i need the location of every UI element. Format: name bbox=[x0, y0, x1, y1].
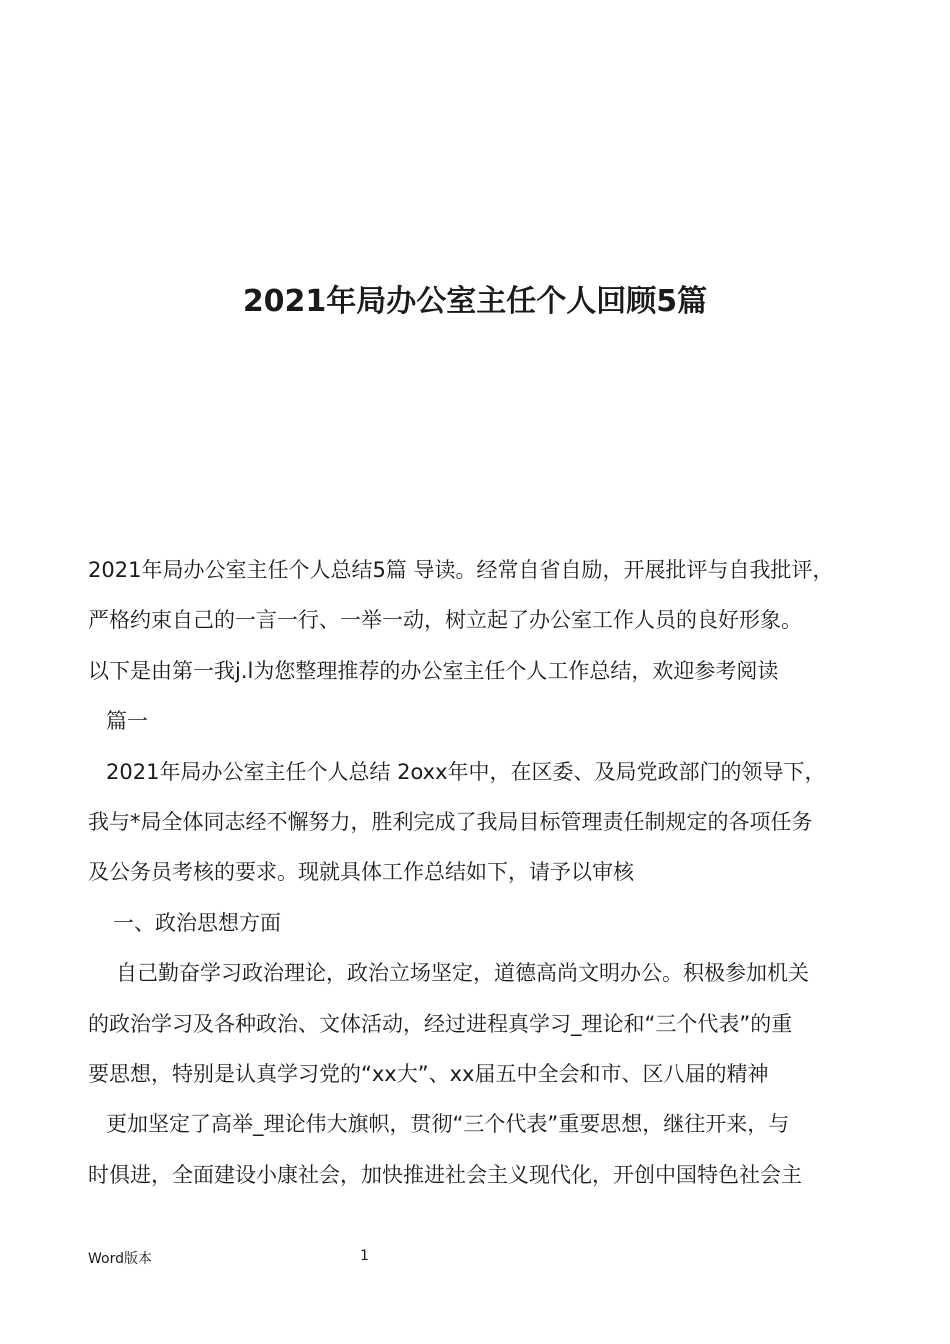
paragraph-line: 严格约束自己的一言一行、一举一动，树立起了办公室工作人员的良好形象。 bbox=[88, 608, 802, 633]
footer-label: Word版本 bbox=[88, 1251, 152, 1267]
paragraph-line: 要思想，特别是认真学习党的“xx大”、xx届五中全会和市、区八届的精神 bbox=[88, 1061, 769, 1086]
page-number: 1 bbox=[360, 1248, 369, 1264]
paragraph-line: 更加坚定了高举_理论伟大旗帜，贯彻“三个代表”重要思想，继往开来，与 bbox=[106, 1112, 790, 1137]
paragraph-line: 2021年局办公室主任个人总结 2oxx年中，在区委、及局党政部门的领导下， bbox=[106, 759, 826, 784]
paragraph-line: 自己勤奋学习政治理论，政治立场坚定，道德高尚文明办公。积极参加机关 bbox=[116, 961, 809, 986]
section-heading: 篇一 bbox=[106, 709, 148, 734]
paragraph-line: 以下是由第一我j.l为您整理推荐的办公室主任个人工作总结，欢迎参考阅读 bbox=[88, 658, 779, 683]
paragraph-line: 我与*局全体同志经不懈努力，胜利完成了我局目标管理责任制规定的各项任务 bbox=[88, 809, 813, 834]
paragraph-line: 及公务员考核的要求。现就具体工作总结如下，请予以审核 bbox=[88, 860, 634, 885]
document-title: 2021年局办公室主任个人回顾5篇 bbox=[242, 284, 708, 319]
paragraph-line: 的政治学习及各种政治、文体活动，经过进程真学习_理论和“三个代表”的重 bbox=[88, 1011, 793, 1036]
document-body bbox=[88, 545, 888, 1200]
paragraph-line: 时俱进，全面建设小康社会，加快推进社会主义现代化，开创中国特色社会主 bbox=[88, 1162, 802, 1187]
section-heading: 一、政治思想方面 bbox=[113, 910, 281, 935]
paragraph-line: 2021年局办公室主任个人总结5篇 导读。经常自省自励，开展批评与自我批评， bbox=[88, 558, 834, 582]
